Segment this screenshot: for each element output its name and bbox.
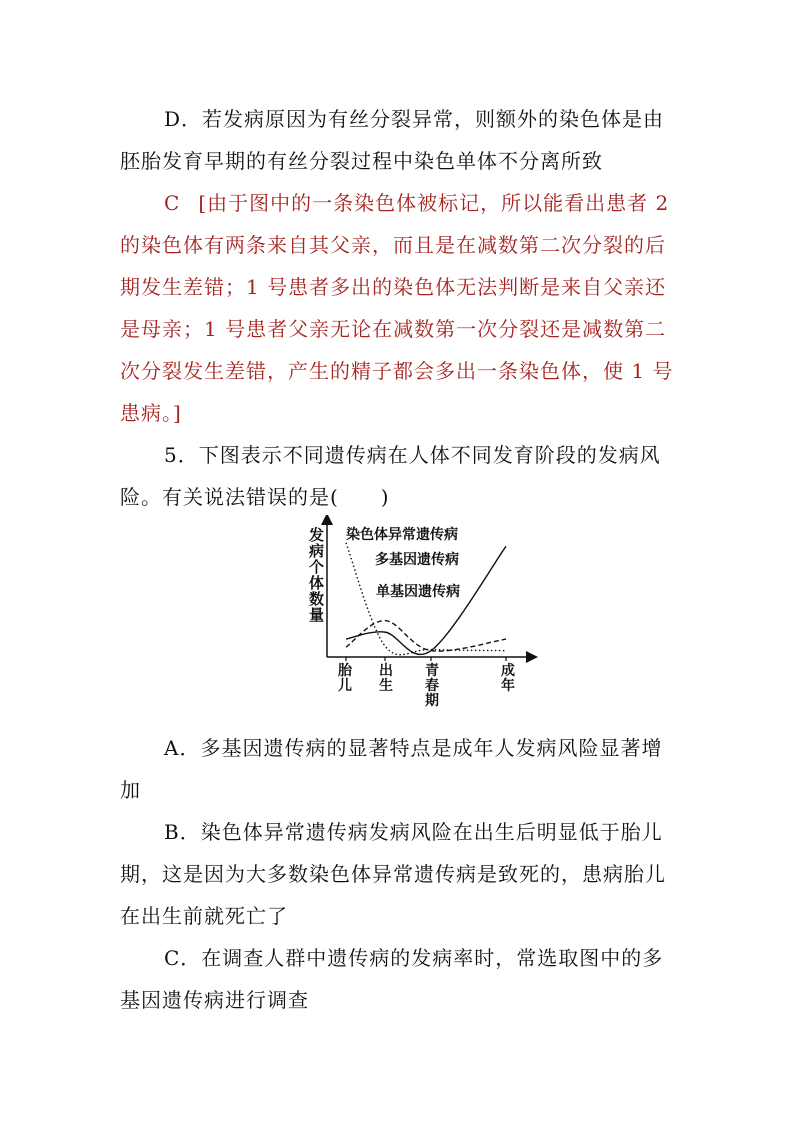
x-tick-label: 成年 [501,663,515,694]
x-tick-label: 胎儿 [338,663,352,694]
series-label-polygenic: 多基因遗传病 [375,552,459,568]
option-b: B．染色体异常遗传病发病风险在出生后明显低于胎儿期，这是因为大多数染色体异常遗传病是致死的，患病胎儿在出生前就死亡了 [120,820,666,928]
series-monogenic-curve [346,621,506,652]
answer-letter: C [164,191,181,215]
answer-explanation [120,182,680,434]
option-d: D．若发病原因为有丝分裂异常，则额外的染色体是由胚胎发育早期的有丝分裂过程中染色单体不分离所致 [120,107,665,173]
series-label-monogenic: 单基因遗传病 [376,584,460,600]
y-axis-label: 发病个体数量 [309,526,325,624]
option-c: C．在调查人群中遗传病的发病率时，常选取图中的多基因遗传病进行调查 [120,946,664,1012]
option-a: A．多基因遗传病的显著特点是成年人发病风险显著增加 [120,736,663,802]
question-5-stem: 5．下图表示不同遗传病在人体不同发育阶段的发病风险。有关说法错误的是( ) [120,443,661,509]
x-tick-label: 出生 [379,663,393,694]
answer-text: [由于图中的一条染色体被标记，所以能看出患者 2 的染色体有两条来自其父亲，而且是在减数第二次分裂的后期发生差错；1 号患者多出的染色体无法判断是来自父亲还是母亲；1 号患者父亲无论在减数第一次分裂还是减数第二次分裂发生差错，产生的精子都会多出一条染色体，使 1 号患病。] [120,191,674,425]
x-tick-label: 青春期 [425,663,439,709]
series-label-chromosomal: 染色体异常遗传病 [346,527,458,543]
